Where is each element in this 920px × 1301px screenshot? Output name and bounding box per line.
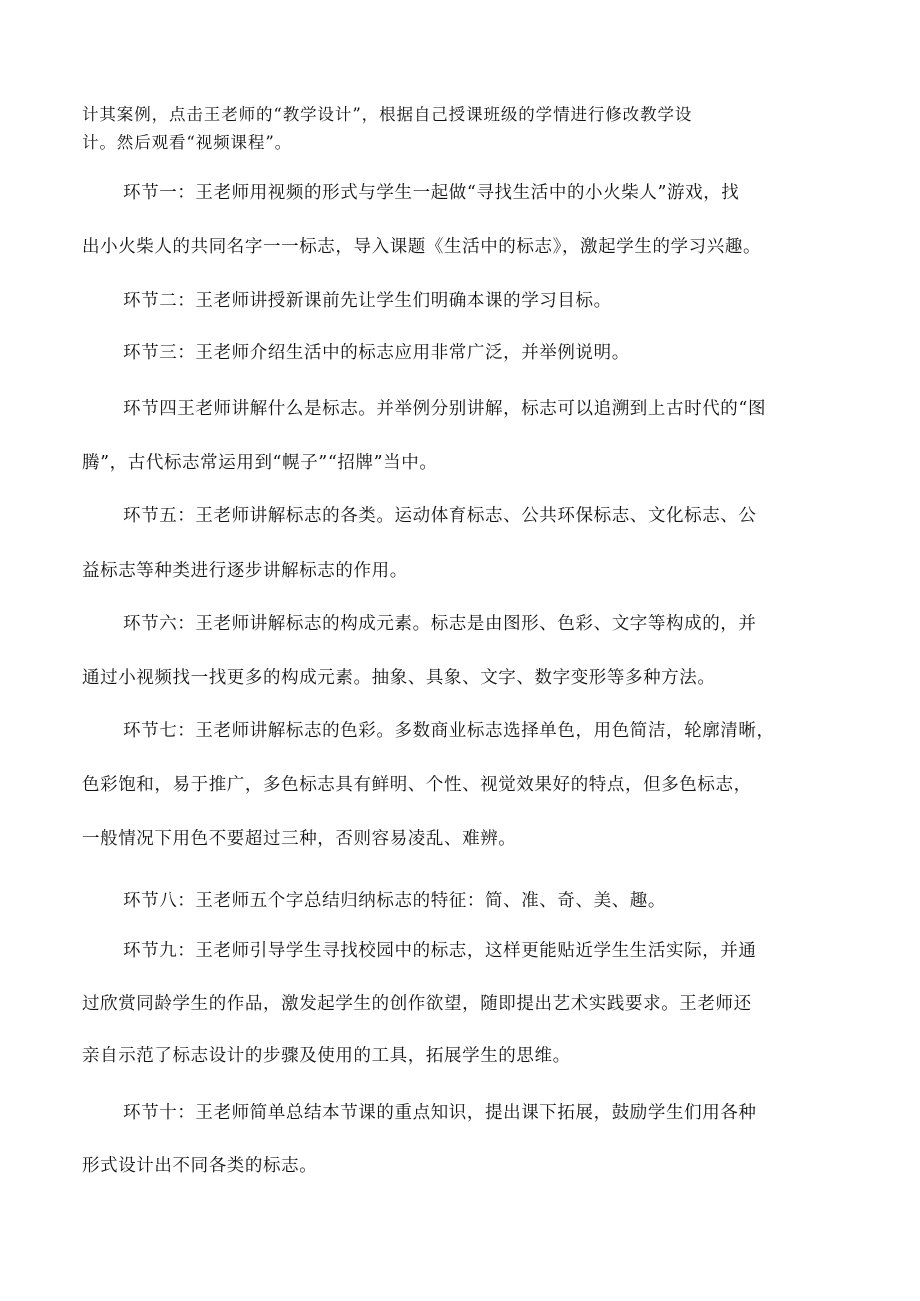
paragraph-line: 环节八：王老师五个字总结归纳标志的特征：简、准、奇、美、趣。: [123, 891, 666, 911]
paragraph-line: 过欣赏同龄学生的作品，激发起学生的创作欲望，随即提出艺术实践要求。王老师还: [82, 994, 752, 1014]
paragraph-line: 出小火柴人的共同名字一一标志，导入课题《生活中的标志》，激起学生的学习兴趣。: [82, 237, 762, 257]
paragraph-line: 环节九：王老师引导学生寻找校园中的标志，这样更能贴近学生生活实际，并通: [123, 941, 757, 961]
paragraph-line: 亲自示范了标志设计的步骤及使用的工具，拓展学生的思维。: [82, 1046, 571, 1066]
paragraph-line: 环节三：王老师介绍生活中的标志应用非常广泛，并举例说明。: [123, 343, 630, 363]
paragraph-line: 环节十：王老师简单总结本节课的重点知识，提出课下拓展，鼓励学生们用各种: [123, 1103, 757, 1123]
paragraph-line: 形式设计出不同各类的标志。: [82, 1156, 318, 1176]
paragraph-line: 色彩饱和，易于推广，多色标志具有鲜明、个性、视觉效果好的特点，但多色标志，: [82, 775, 752, 795]
paragraph-line: 益标志等种类进行逐步讲解标志的作用。: [82, 561, 408, 581]
paragraph-line: 计其案例，点击王老师的“教学设计”，根据自己授课班级的学情进行修改教学设: [82, 105, 693, 124]
paragraph-line: 环节五：王老师讲解标志的各类。运动体育标志、公共环保标志、文化标志、公: [123, 506, 757, 526]
paragraph-line: 腾”，古代标志常运用到“幌子”“招牌”当中。: [82, 453, 438, 473]
paragraph-line: 通过小视频找一找更多的构成元素。抽象、具象、文字、数字变形等多种方法。: [82, 668, 716, 688]
paragraph-line: 环节一：王老师用视频的形式与学生一起做“寻找生活中的小火柴人”游戏，找: [123, 183, 740, 203]
paragraph-line: 计。然后观看“视频课程”。: [82, 133, 293, 152]
paragraph-line: 环节六：王老师讲解标志的构成元素。标志是由图形、色彩、文字等构成的，并: [123, 614, 757, 634]
paragraph-line: 一般情况下用色不要超过三种，否则容易凌乱、难辨。: [82, 829, 517, 849]
paragraph-line: 环节四王老师讲解什么是标志。并举例分别讲解，标志可以追溯到上古时代的“图: [123, 399, 767, 419]
paragraph-line: 环节七：王老师讲解标志的色彩。多数商业标志选择单色，用色简洁，轮廓清晰，: [123, 721, 775, 741]
paragraph-line: 环节二：王老师讲授新课前先让学生们明确本课的学习目标。: [123, 291, 612, 311]
